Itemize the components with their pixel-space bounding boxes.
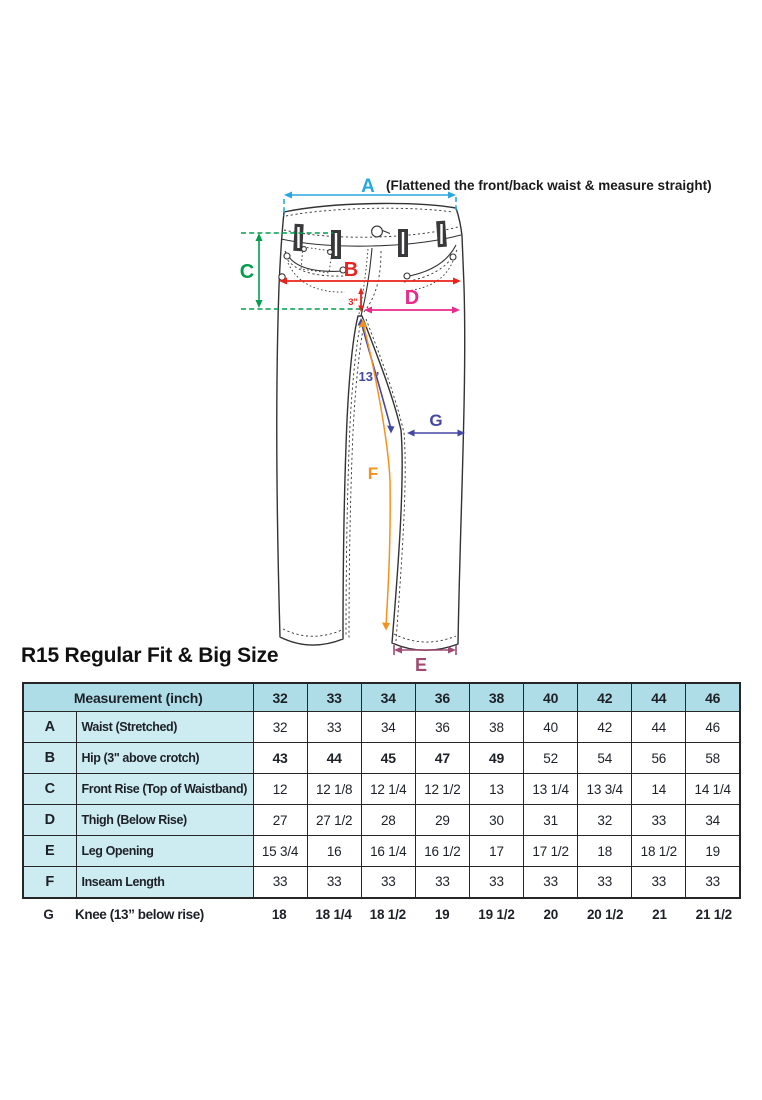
value-cell: 52 xyxy=(524,743,578,774)
measurement-table-wrap xyxy=(22,682,741,929)
waist-note: (Flattened the front/back waist & measure straight) xyxy=(386,178,712,193)
value-cell: 14 1/4 xyxy=(686,774,740,805)
row-letter-cell: F xyxy=(23,867,76,898)
value-cell: 33 xyxy=(632,805,686,836)
waist-button xyxy=(372,226,383,237)
value-cell: 32 xyxy=(253,712,307,743)
value-cell: 49 xyxy=(469,743,523,774)
value-cell: 30 xyxy=(469,805,523,836)
value-cell: 21 xyxy=(652,906,667,922)
section-title: R15 Regular Fit & Big Size xyxy=(21,644,279,667)
table-row xyxy=(23,867,740,898)
table-row xyxy=(23,805,740,836)
value-cell: 19 xyxy=(434,906,450,922)
table-row xyxy=(23,743,740,774)
value-cell: 27 xyxy=(253,805,307,836)
value-cell: 16 1/2 xyxy=(415,836,469,867)
value-cell: 29 xyxy=(415,805,469,836)
size-header-cell: 38 xyxy=(469,683,523,712)
dimension-e-leg-opening xyxy=(394,645,456,675)
row-letter-cell: A xyxy=(23,712,76,743)
size-header-cell: 40 xyxy=(524,683,578,712)
value-cell: 14 xyxy=(632,774,686,805)
value-cell: 47 xyxy=(415,743,469,774)
value-cell: 33 xyxy=(686,867,740,898)
row-name-cell: Front Rise (Top of Waistband) xyxy=(76,774,253,805)
label-f: F xyxy=(367,464,379,483)
knee-row xyxy=(22,900,741,929)
value-cell: 33 xyxy=(307,712,361,743)
value-cell: 33 xyxy=(361,867,415,898)
size-header-cell: 32 xyxy=(253,683,307,712)
value-cell: 46 xyxy=(686,712,740,743)
value-cell: 18 1/4 xyxy=(315,906,352,922)
value-cell: 33 xyxy=(253,867,307,898)
size-header-cell: 46 xyxy=(686,683,740,712)
value-cell: 18 xyxy=(271,906,287,922)
label-g: G xyxy=(429,411,443,430)
table-row xyxy=(23,836,740,867)
value-cell: 21 1/2 xyxy=(695,906,732,922)
value-cell: 17 1/2 xyxy=(524,836,578,867)
measurement-header-cell: Measurement (inch) xyxy=(23,683,253,712)
row-name-cell: Hip (3" above crotch) xyxy=(76,743,253,774)
label-b: B xyxy=(343,259,359,281)
value-cell: 58 xyxy=(686,743,740,774)
size-header-cell: 33 xyxy=(307,683,361,712)
value-cell: 38 xyxy=(469,712,523,743)
size-header-cell: 36 xyxy=(415,683,469,712)
value-cell: 36 xyxy=(415,712,469,743)
size-header-cell: 34 xyxy=(361,683,415,712)
value-cell: 12 xyxy=(253,774,307,805)
size-header-cell: 42 xyxy=(578,683,632,712)
label-a: A xyxy=(361,176,375,197)
size-header-cell: 44 xyxy=(632,683,686,712)
row-name-cell: Waist (Stretched) xyxy=(76,712,253,743)
value-cell: 19 xyxy=(686,836,740,867)
row-letter-cell: D xyxy=(23,805,76,836)
value-cell: 12 1/8 xyxy=(307,774,361,805)
row-letter-cell: G xyxy=(43,906,54,922)
value-cell: 17 xyxy=(469,836,523,867)
row-name-cell: Leg Opening xyxy=(76,836,253,867)
label-d: D xyxy=(404,287,420,309)
knee-row-body xyxy=(22,900,741,929)
table-body xyxy=(23,712,740,898)
row-name-cell: Thigh (Below Rise) xyxy=(76,805,253,836)
label-thirteen-inch: 13” xyxy=(358,369,380,384)
table-row xyxy=(23,774,740,805)
value-cell: 54 xyxy=(578,743,632,774)
table-header-row xyxy=(23,683,740,712)
value-cell: 18 1/2 xyxy=(369,906,406,922)
value-cell: 34 xyxy=(361,712,415,743)
row-letter-cell: B xyxy=(23,743,76,774)
value-cell: 13 xyxy=(469,774,523,805)
table-row xyxy=(23,712,740,743)
size-table xyxy=(22,682,741,899)
row-name-cell: Knee (13” below rise) xyxy=(75,906,204,922)
value-cell: 40 xyxy=(524,712,578,743)
label-three-inch: 3" xyxy=(348,297,358,308)
value-cell: 20 1/2 xyxy=(586,906,624,922)
value-cell: 16 1/4 xyxy=(361,836,415,867)
value-cell: 33 xyxy=(524,867,578,898)
label-e: E xyxy=(414,655,428,675)
row-letter-cell: E xyxy=(23,836,76,867)
knee-row-table xyxy=(22,900,741,929)
value-cell: 28 xyxy=(361,805,415,836)
value-cell: 13 1/4 xyxy=(524,774,578,805)
value-cell: 27 1/2 xyxy=(307,805,361,836)
value-cell: 12 1/2 xyxy=(415,774,469,805)
value-cell: 15 3/4 xyxy=(253,836,307,867)
value-cell: 33 xyxy=(578,867,632,898)
value-cell: 18 1/2 xyxy=(632,836,686,867)
value-cell: 45 xyxy=(361,743,415,774)
value-cell: 43 xyxy=(253,743,307,774)
value-cell: 20 xyxy=(543,906,559,922)
value-cell: 32 xyxy=(578,805,632,836)
label-c: C xyxy=(239,261,255,283)
value-cell: 33 xyxy=(469,867,523,898)
value-cell: 16 xyxy=(307,836,361,867)
value-cell: 44 xyxy=(307,743,361,774)
row-letter-cell: C xyxy=(23,774,76,805)
value-cell: 34 xyxy=(686,805,740,836)
value-cell: 31 xyxy=(524,805,578,836)
value-cell: 12 1/4 xyxy=(361,774,415,805)
value-cell: 19 1/2 xyxy=(478,906,515,922)
value-cell: 42 xyxy=(578,712,632,743)
value-cell: 33 xyxy=(632,867,686,898)
value-cell: 13 3/4 xyxy=(578,774,632,805)
value-cell: 56 xyxy=(632,743,686,774)
row-name-cell: Inseam Length xyxy=(76,867,253,898)
value-cell: 33 xyxy=(307,867,361,898)
value-cell: 18 xyxy=(578,836,632,867)
value-cell: 33 xyxy=(415,867,469,898)
value-cell: 44 xyxy=(632,712,686,743)
